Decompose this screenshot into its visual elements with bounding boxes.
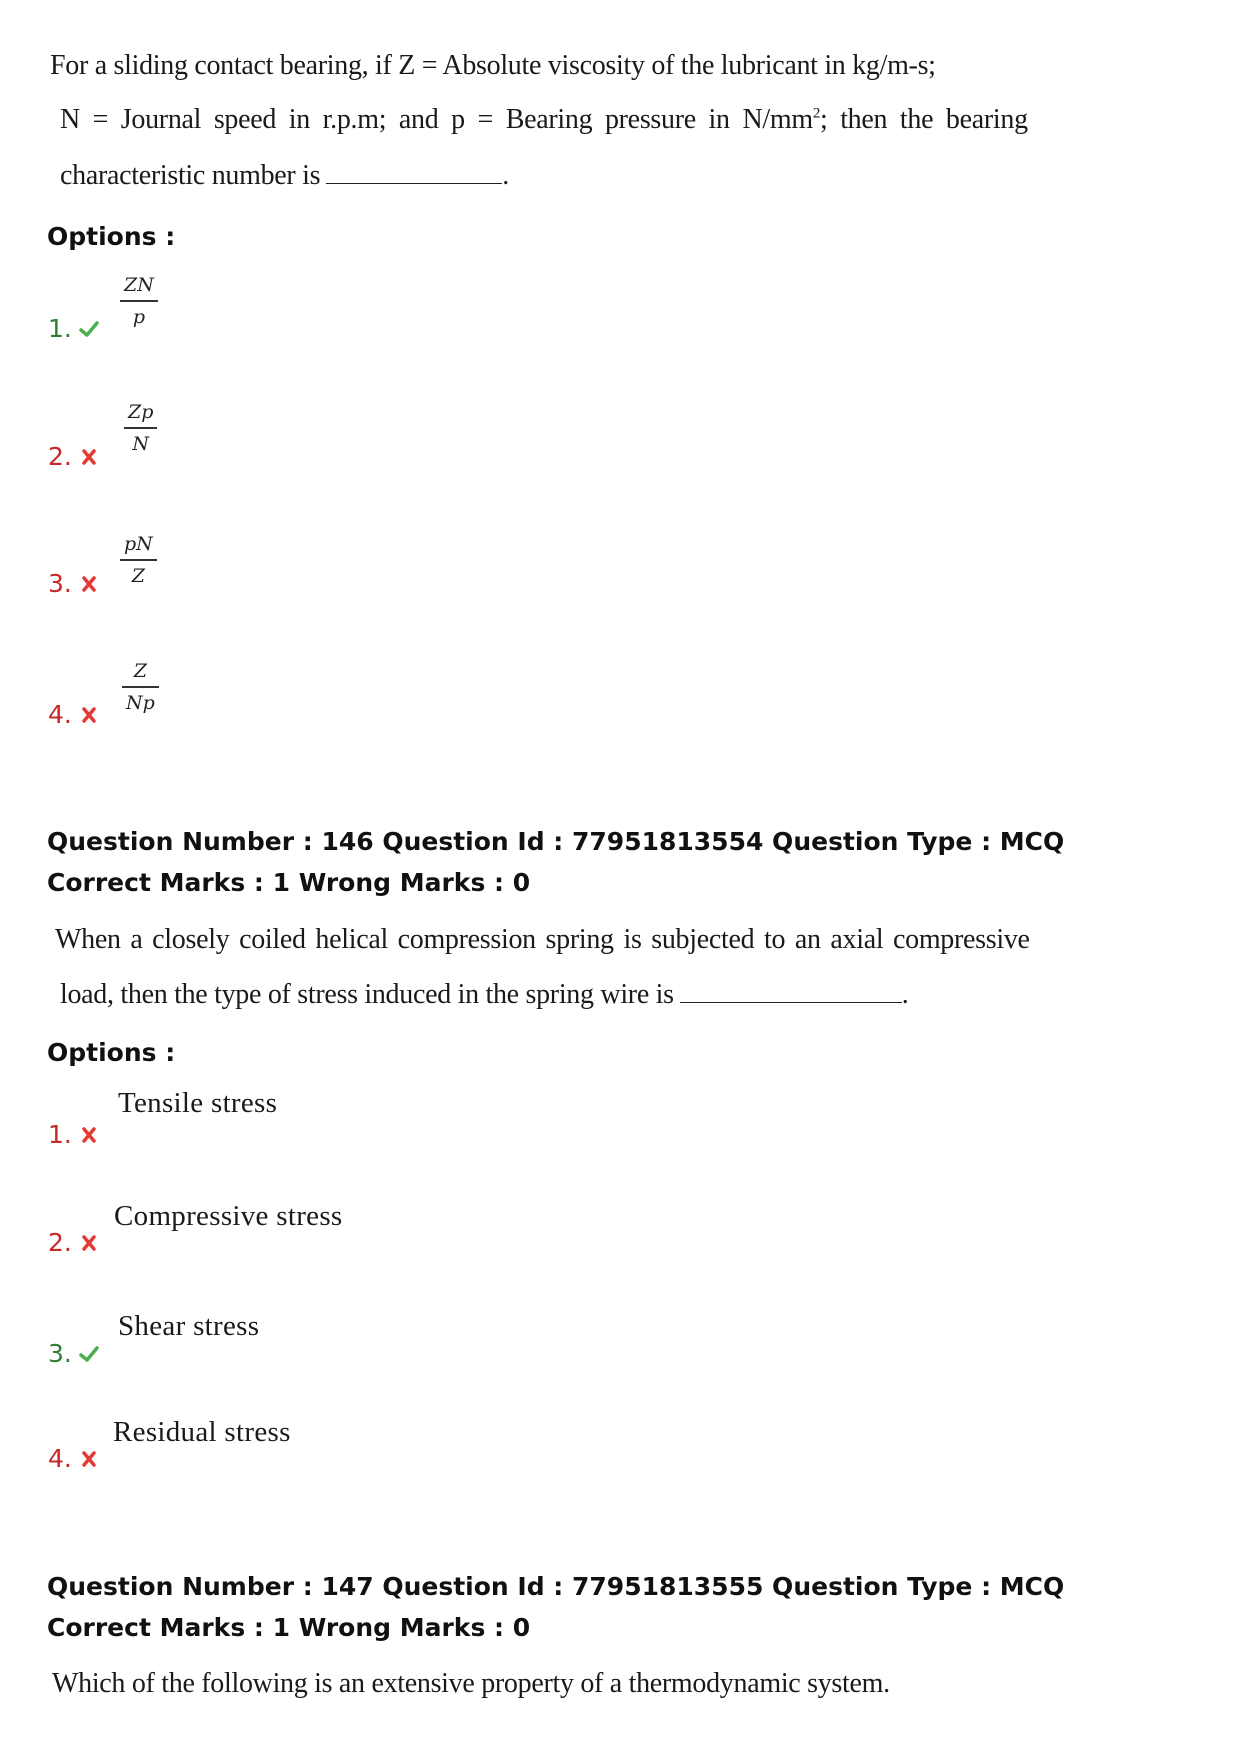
option-1-label[interactable] (48, 314, 100, 343)
option-number: 2. (48, 442, 72, 471)
question-146-text-line-2-main: load, then the type of stress induced in the spring wire is (60, 979, 674, 1010)
option-number: 3. (48, 1339, 72, 1368)
option-number: 3. (48, 569, 72, 598)
option-number: 1. (48, 1120, 72, 1149)
option-2-label[interactable] (48, 442, 100, 471)
fraction-denominator: Z (131, 564, 145, 587)
cross-icon (78, 446, 100, 468)
question-146-text-line-2: load, then the type of stress induced in the spring wire is . (60, 979, 909, 1010)
option-4-text: Residual stress (113, 1416, 291, 1448)
question-147-marks: Correct Marks : 1 Wrong Marks : 0 (47, 1613, 531, 1642)
cross-icon (78, 1232, 100, 1254)
option-3-label[interactable] (48, 569, 100, 598)
question-147-text-line-1: Which of the following is an extensive property of a thermodynamic system. (52, 1668, 890, 1699)
option-2-label[interactable] (48, 1228, 100, 1257)
options-heading: Options : (47, 1038, 176, 1067)
answer-blank (326, 182, 502, 184)
answer-blank (680, 1001, 902, 1003)
cross-icon (78, 704, 100, 726)
option-number: 1. (48, 314, 72, 343)
fraction-bar (122, 686, 159, 688)
option-2-text: Compressive stress (114, 1200, 343, 1232)
question-145-text-line-3-main: characteristic number is (60, 160, 321, 191)
fraction-bar (120, 559, 157, 561)
question-146-text-line-1: When a closely coiled helical compression spring is subjected to an axial compressive (55, 924, 1030, 955)
fraction-numerator: Z (133, 660, 147, 682)
fraction-bar (124, 427, 157, 429)
question-145-text-line-3: characteristic number is . (60, 160, 509, 191)
option-number: 2. (48, 1228, 72, 1257)
option-3-label[interactable] (48, 1339, 100, 1368)
fraction-numerator: ZN (124, 274, 154, 296)
fraction-numerator: Zp (128, 401, 154, 423)
question-145-text-line-1: For a sliding contact bearing, if Z = Absolute viscosity of the lubricant in kg/m-s; (50, 50, 936, 81)
option-number: 4. (48, 700, 72, 729)
question-146-marks: Correct Marks : 1 Wrong Marks : 0 (47, 868, 531, 897)
fraction-denominator: Np (126, 691, 155, 714)
fraction-numerator: pN (124, 533, 153, 555)
option-1-fraction (120, 276, 158, 327)
option-4-label[interactable] (48, 700, 100, 729)
question-145-text-line-2-tail: ; then the bearing (820, 104, 1028, 135)
option-4-fraction (122, 662, 159, 713)
cross-icon (78, 1448, 100, 1470)
option-3-text: Shear stress (118, 1310, 260, 1342)
fraction-denominator: p (132, 305, 145, 328)
options-heading: Options : (47, 222, 176, 251)
option-number: 4. (48, 1444, 72, 1473)
fraction-bar (120, 300, 158, 302)
cross-icon (78, 573, 100, 595)
cross-icon (78, 1124, 100, 1146)
question-146-header: Question Number : 146 Question Id : 77951813554 Question Type : MCQ (47, 827, 1065, 856)
check-icon (78, 1343, 100, 1365)
option-1-label[interactable] (48, 1120, 100, 1149)
question-145-text-line-2 (60, 104, 1028, 136)
option-3-fraction (120, 535, 157, 586)
option-4-label[interactable] (48, 1444, 100, 1473)
option-2-fraction (124, 403, 157, 454)
superscript-exponent: 2 (812, 105, 821, 122)
question-145-text-line-2-main: N = Journal speed in r.p.m; and p = Bearing pressure in N/mm (60, 104, 813, 135)
check-icon (78, 318, 100, 340)
question-147-header: Question Number : 147 Question Id : 77951813555 Question Type : MCQ (47, 1572, 1065, 1601)
fraction-denominator: N (132, 432, 149, 455)
option-1-text: Tensile stress (118, 1087, 278, 1119)
